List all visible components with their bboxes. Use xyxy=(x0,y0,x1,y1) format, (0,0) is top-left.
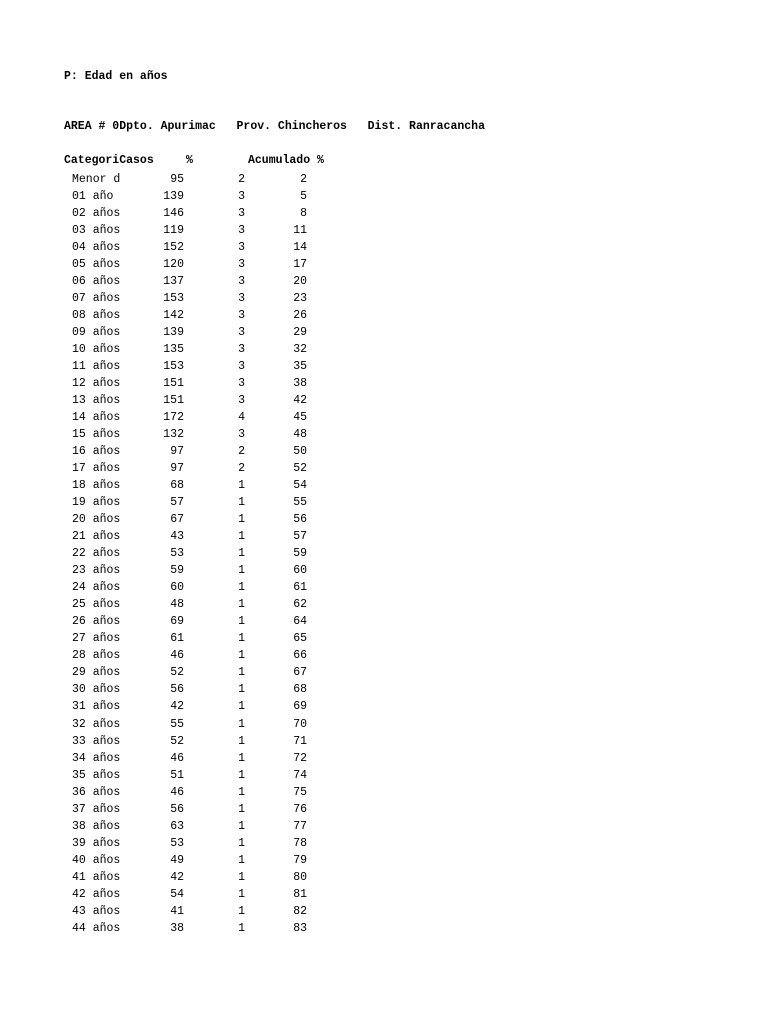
row-percent: 2 xyxy=(238,445,245,459)
table-row xyxy=(0,767,768,784)
row-acumulado: 62 xyxy=(293,598,307,612)
row-casos: 38 xyxy=(170,921,184,935)
table-row xyxy=(0,375,768,392)
row-percent: 1 xyxy=(238,734,245,748)
header-categoria-casos: CategoriCasos xyxy=(64,154,154,167)
row-category: 33 años xyxy=(72,734,121,748)
row-casos: 69 xyxy=(170,615,184,629)
row-acumulado: 29 xyxy=(293,326,307,340)
row-category: 43 años xyxy=(72,904,121,918)
table-row xyxy=(0,205,768,222)
row-acumulado: 50 xyxy=(293,445,307,459)
row-casos: 53 xyxy=(170,547,184,561)
row-acumulado: 66 xyxy=(293,649,307,663)
row-casos: 59 xyxy=(170,564,184,578)
row-acumulado: 74 xyxy=(293,768,307,782)
row-percent: 3 xyxy=(238,258,245,272)
table-row xyxy=(0,835,768,852)
row-percent: 1 xyxy=(238,564,245,578)
row-percent: 1 xyxy=(238,649,245,663)
row-acumulado: 17 xyxy=(293,258,307,272)
table-row xyxy=(0,324,768,341)
row-acumulado: 71 xyxy=(293,734,307,748)
row-percent: 1 xyxy=(238,700,245,714)
row-category: 44 años xyxy=(72,921,121,935)
row-casos: 152 xyxy=(163,241,184,255)
row-percent: 3 xyxy=(238,428,245,442)
row-acumulado: 35 xyxy=(293,360,307,374)
row-percent: 1 xyxy=(238,904,245,918)
table-row xyxy=(0,903,768,920)
row-acumulado: 65 xyxy=(293,632,307,646)
row-casos: 49 xyxy=(170,853,184,867)
row-percent: 1 xyxy=(238,717,245,731)
row-casos: 67 xyxy=(170,513,184,527)
row-acumulado: 57 xyxy=(293,530,307,544)
row-casos: 42 xyxy=(170,700,184,714)
row-percent: 1 xyxy=(238,768,245,782)
row-category: 15 años xyxy=(72,428,121,442)
row-percent: 1 xyxy=(238,581,245,595)
row-acumulado: 79 xyxy=(293,853,307,867)
table-row xyxy=(0,630,768,647)
table-row xyxy=(0,664,768,681)
row-casos: 43 xyxy=(170,530,184,544)
row-acumulado: 72 xyxy=(293,751,307,765)
row-percent: 3 xyxy=(238,326,245,340)
row-percent: 3 xyxy=(238,394,245,408)
row-acumulado: 11 xyxy=(293,224,307,238)
row-category: 18 años xyxy=(72,479,121,493)
row-acumulado: 59 xyxy=(293,547,307,561)
row-casos: 48 xyxy=(170,598,184,612)
row-category: 01 año xyxy=(72,190,114,204)
row-category: 08 años xyxy=(72,309,121,323)
row-casos: 137 xyxy=(163,275,184,289)
row-category: 10 años xyxy=(72,343,121,357)
table-row xyxy=(0,562,768,579)
row-percent: 1 xyxy=(238,666,245,680)
row-casos: 95 xyxy=(170,173,184,186)
row-percent: 1 xyxy=(238,785,245,799)
row-acumulado: 56 xyxy=(293,513,307,527)
table-row xyxy=(0,239,768,256)
table-row xyxy=(0,750,768,767)
header-percent: % xyxy=(186,154,193,167)
table-row xyxy=(0,886,768,903)
row-category: 28 años xyxy=(72,649,121,663)
table-row xyxy=(0,716,768,733)
row-casos: 146 xyxy=(163,207,184,221)
row-acumulado: 32 xyxy=(293,343,307,357)
row-casos: 132 xyxy=(163,428,184,442)
row-acumulado: 76 xyxy=(293,802,307,816)
table-row xyxy=(0,801,768,818)
row-category: 12 años xyxy=(72,377,121,391)
table-row xyxy=(0,528,768,545)
area-location-line: AREA # 0Dpto. Apurimac Prov. Chincheros Dist. Ranracancha xyxy=(64,120,485,133)
table-row xyxy=(0,392,768,409)
table-row xyxy=(0,681,768,698)
row-category: 40 años xyxy=(72,853,121,867)
row-acumulado: 20 xyxy=(293,275,307,289)
row-category: 13 años xyxy=(72,394,121,408)
table-row xyxy=(0,494,768,511)
table-row xyxy=(0,358,768,375)
row-casos: 63 xyxy=(170,819,184,833)
row-casos: 41 xyxy=(170,904,184,918)
row-casos: 139 xyxy=(163,190,184,204)
row-percent: 2 xyxy=(238,462,245,476)
table-row xyxy=(0,869,768,886)
row-casos: 46 xyxy=(170,751,184,765)
row-casos: 68 xyxy=(170,479,184,493)
row-percent: 1 xyxy=(238,836,245,850)
row-casos: 54 xyxy=(170,887,184,901)
table-row xyxy=(0,579,768,596)
row-category: 11 años xyxy=(72,360,121,374)
row-category: 31 años xyxy=(72,700,121,714)
row-casos: 153 xyxy=(163,360,184,374)
row-category: 35 años xyxy=(72,768,121,782)
table-row xyxy=(0,477,768,494)
table-row xyxy=(0,733,768,750)
row-percent: 2 xyxy=(238,173,245,186)
row-category: 09 años xyxy=(72,326,121,340)
row-category: 17 años xyxy=(72,462,121,476)
table-row xyxy=(0,698,768,715)
row-category: 39 años xyxy=(72,836,121,850)
row-acumulado: 55 xyxy=(293,496,307,510)
row-acumulado: 23 xyxy=(293,292,307,306)
row-casos: 53 xyxy=(170,836,184,850)
row-casos: 139 xyxy=(163,326,184,340)
table-row xyxy=(0,341,768,358)
row-percent: 3 xyxy=(238,360,245,374)
table-row xyxy=(0,545,768,562)
row-category: Menor d xyxy=(72,173,121,186)
row-acumulado: 14 xyxy=(293,241,307,255)
row-casos: 97 xyxy=(170,445,184,459)
table-row xyxy=(0,784,768,801)
frequency-table-body xyxy=(0,171,768,937)
row-percent: 3 xyxy=(238,292,245,306)
row-percent: 3 xyxy=(238,309,245,323)
row-casos: 135 xyxy=(163,343,184,357)
row-casos: 151 xyxy=(163,377,184,391)
table-row xyxy=(0,443,768,460)
row-casos: 46 xyxy=(170,649,184,663)
row-category: 04 años xyxy=(72,241,121,255)
table-row xyxy=(0,852,768,869)
row-category: 38 años xyxy=(72,819,121,833)
row-percent: 1 xyxy=(238,479,245,493)
table-row xyxy=(0,818,768,835)
row-casos: 119 xyxy=(163,224,184,238)
row-casos: 52 xyxy=(170,734,184,748)
row-percent: 1 xyxy=(238,802,245,816)
table-row xyxy=(0,222,768,239)
row-category: 03 años xyxy=(72,224,121,238)
row-category: 25 años xyxy=(72,598,121,612)
table-row xyxy=(0,273,768,290)
row-percent: 1 xyxy=(238,598,245,612)
row-casos: 56 xyxy=(170,802,184,816)
row-casos: 120 xyxy=(163,258,184,272)
header-acumulado: Acumulado % xyxy=(248,154,324,167)
row-category: 29 años xyxy=(72,666,121,680)
table-row xyxy=(0,920,768,937)
row-category: 30 años xyxy=(72,683,121,697)
row-acumulado: 67 xyxy=(293,666,307,680)
row-percent: 3 xyxy=(238,343,245,357)
row-category: 02 años xyxy=(72,207,121,221)
row-category: 23 años xyxy=(72,564,121,578)
row-casos: 60 xyxy=(170,581,184,595)
row-casos: 57 xyxy=(170,496,184,510)
row-category: 26 años xyxy=(72,615,121,629)
table-row xyxy=(0,647,768,664)
row-category: 34 años xyxy=(72,751,121,765)
row-acumulado: 83 xyxy=(293,921,307,935)
row-casos: 61 xyxy=(170,632,184,646)
row-casos: 51 xyxy=(170,768,184,782)
row-percent: 3 xyxy=(238,377,245,391)
row-percent: 1 xyxy=(238,887,245,901)
row-percent: 1 xyxy=(238,921,245,935)
row-acumulado: 81 xyxy=(293,887,307,901)
row-acumulado: 78 xyxy=(293,836,307,850)
row-percent: 1 xyxy=(238,819,245,833)
row-acumulado: 61 xyxy=(293,581,307,595)
row-acumulado: 77 xyxy=(293,819,307,833)
row-casos: 55 xyxy=(170,717,184,731)
row-casos: 42 xyxy=(170,870,184,884)
row-acumulado: 82 xyxy=(293,904,307,918)
row-acumulado: 54 xyxy=(293,479,307,493)
row-acumulado: 60 xyxy=(293,564,307,578)
row-category: 27 años xyxy=(72,632,121,646)
row-casos: 56 xyxy=(170,683,184,697)
row-percent: 1 xyxy=(238,853,245,867)
row-percent: 1 xyxy=(238,751,245,765)
row-percent: 1 xyxy=(238,683,245,697)
table-row xyxy=(0,290,768,307)
row-percent: 1 xyxy=(238,547,245,561)
row-category: 22 años xyxy=(72,547,121,561)
row-acumulado: 38 xyxy=(293,377,307,391)
row-casos: 172 xyxy=(163,411,184,425)
row-acumulado: 45 xyxy=(293,411,307,425)
row-acumulado: 69 xyxy=(293,700,307,714)
row-percent: 3 xyxy=(238,207,245,221)
row-acumulado: 48 xyxy=(293,428,307,442)
row-acumulado: 64 xyxy=(293,615,307,629)
row-category: 20 años xyxy=(72,513,121,527)
row-casos: 142 xyxy=(163,309,184,323)
row-percent: 1 xyxy=(238,530,245,544)
row-percent: 4 xyxy=(238,411,245,425)
row-category: 16 años xyxy=(72,445,121,459)
row-casos: 153 xyxy=(163,292,184,306)
table-row xyxy=(0,307,768,324)
row-category: 37 años xyxy=(72,802,121,816)
row-casos: 151 xyxy=(163,394,184,408)
row-percent: 3 xyxy=(238,224,245,238)
row-acumulado: 2 xyxy=(300,173,307,186)
row-acumulado: 68 xyxy=(293,683,307,697)
table-row xyxy=(0,613,768,630)
row-category: 06 años xyxy=(72,275,121,289)
table-row xyxy=(0,188,768,205)
row-category: 41 años xyxy=(72,870,121,884)
row-category: 19 años xyxy=(72,496,121,510)
table-row xyxy=(0,426,768,443)
row-category: 14 años xyxy=(72,411,121,425)
row-percent: 3 xyxy=(238,241,245,255)
row-acumulado: 5 xyxy=(300,190,307,204)
table-row xyxy=(0,256,768,273)
row-acumulado: 70 xyxy=(293,717,307,731)
question-title: P: Edad en años xyxy=(64,70,168,83)
row-category: 36 años xyxy=(72,785,121,799)
row-acumulado: 80 xyxy=(293,870,307,884)
row-percent: 1 xyxy=(238,632,245,646)
row-category: 42 años xyxy=(72,887,121,901)
row-percent: 3 xyxy=(238,275,245,289)
row-acumulado: 75 xyxy=(293,785,307,799)
row-casos: 97 xyxy=(170,462,184,476)
row-casos: 52 xyxy=(170,666,184,680)
row-percent: 3 xyxy=(238,190,245,204)
table-row xyxy=(0,596,768,613)
row-percent: 1 xyxy=(238,615,245,629)
row-acumulado: 8 xyxy=(300,207,307,221)
row-percent: 1 xyxy=(238,496,245,510)
row-casos: 46 xyxy=(170,785,184,799)
table-row xyxy=(0,409,768,426)
row-percent: 1 xyxy=(238,513,245,527)
row-acumulado: 42 xyxy=(293,394,307,408)
table-row xyxy=(0,460,768,477)
row-category: 05 años xyxy=(72,258,121,272)
table-row xyxy=(0,511,768,528)
row-acumulado: 26 xyxy=(293,309,307,323)
table-row xyxy=(0,171,768,188)
row-acumulado: 52 xyxy=(293,462,307,476)
row-category: 07 años xyxy=(72,292,121,306)
row-category: 32 años xyxy=(72,717,121,731)
row-category: 24 años xyxy=(72,581,121,595)
row-percent: 1 xyxy=(238,870,245,884)
row-category: 21 años xyxy=(72,530,121,544)
